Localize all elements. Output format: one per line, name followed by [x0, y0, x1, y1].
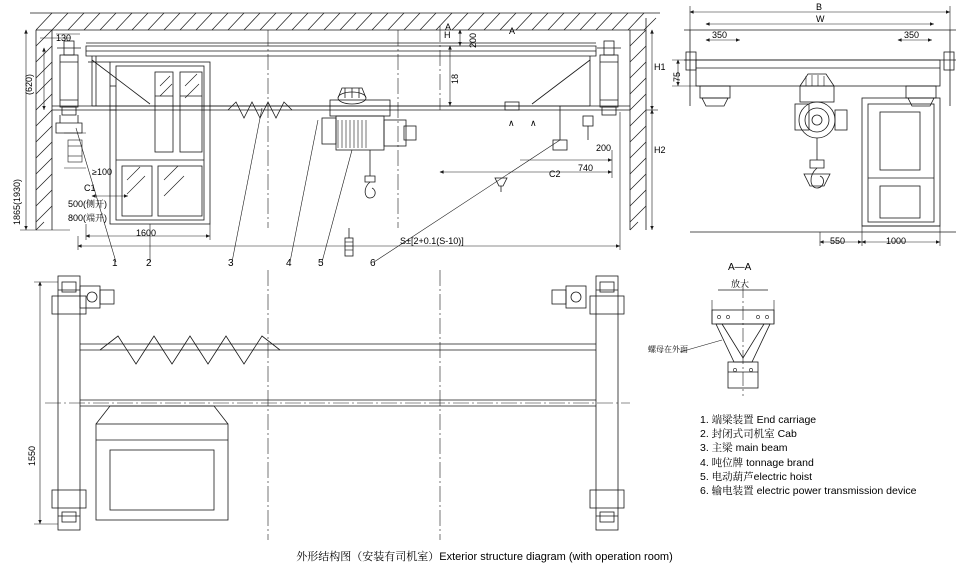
legend-list: [700, 413, 917, 498]
callout-5: 5: [318, 258, 324, 269]
dim-130: 130: [56, 33, 72, 43]
callout-1: 1: [112, 258, 118, 269]
dim-1600: 1600: [136, 228, 157, 238]
dim-500: 500(侧开): [68, 199, 108, 209]
dim-740: 740: [578, 163, 594, 173]
detail-title: A—A: [728, 262, 752, 273]
drawing-caption: 外形结构图（安装有司机室）Exterior structure diagram (with operation room): [296, 551, 673, 563]
callout-6: 6: [370, 258, 376, 269]
section-arrow-left: ∧: [508, 118, 515, 128]
detail-note: 螺母在外面: [648, 345, 688, 354]
dim-350-left: 350: [712, 30, 728, 40]
section-marker-a-left: A: [445, 22, 452, 32]
plan-view: [34, 270, 630, 540]
dim-h1: H1: [654, 62, 666, 72]
legend-item-2: 2. 封闭式司机室 Cab: [700, 428, 797, 441]
dim-w: W: [816, 14, 825, 24]
dim-200b: 200: [596, 143, 612, 153]
callout-3: 3: [228, 258, 234, 269]
dim-h2: H2: [654, 145, 666, 155]
detail-subtitle: 放大: [731, 279, 750, 289]
callout-4: 4: [286, 258, 292, 269]
dim-c2: C2: [549, 169, 561, 179]
dim-1550: 1550: [27, 445, 37, 466]
dim-1000: 1000: [886, 236, 907, 246]
dim-350-right: 350: [904, 30, 920, 40]
dim-b: B: [816, 2, 823, 12]
dim-ge100: ≥100: [92, 167, 112, 177]
legend-item-6: 6. 输电装置 electric power transmission device: [700, 485, 917, 498]
section-arrow-right: ∧: [530, 118, 537, 128]
dim-18: 18: [450, 73, 460, 84]
dim-200: 200: [468, 32, 478, 48]
legend-item-1: 1. 端梁装置 End carriage: [700, 414, 817, 426]
end-elevation-view: [672, 6, 956, 246]
legend-item-4: 4. 吨位牌 tonnage brand: [700, 456, 814, 469]
section-marker-a-right: A: [509, 26, 516, 36]
callout-2: 2: [146, 258, 152, 269]
dim-75: 75: [672, 71, 682, 82]
dim-550: 550: [830, 236, 846, 246]
main-elevation-view: [20, 13, 660, 262]
legend-item-3: 3. 主梁 main beam: [700, 442, 788, 455]
dim-1865: 1865(1930): [12, 178, 22, 225]
legend-item-5: 5. 电动葫芦electric hoist: [700, 470, 813, 483]
dim-h: H: [444, 30, 451, 40]
dim-span: S±[2+0.1(S-10)]: [400, 236, 464, 246]
dim-c1: C1: [84, 183, 96, 193]
dim-620: (620): [24, 73, 34, 95]
dim-800: 800(端开): [68, 213, 108, 223]
section-aa-detail: [680, 284, 774, 396]
